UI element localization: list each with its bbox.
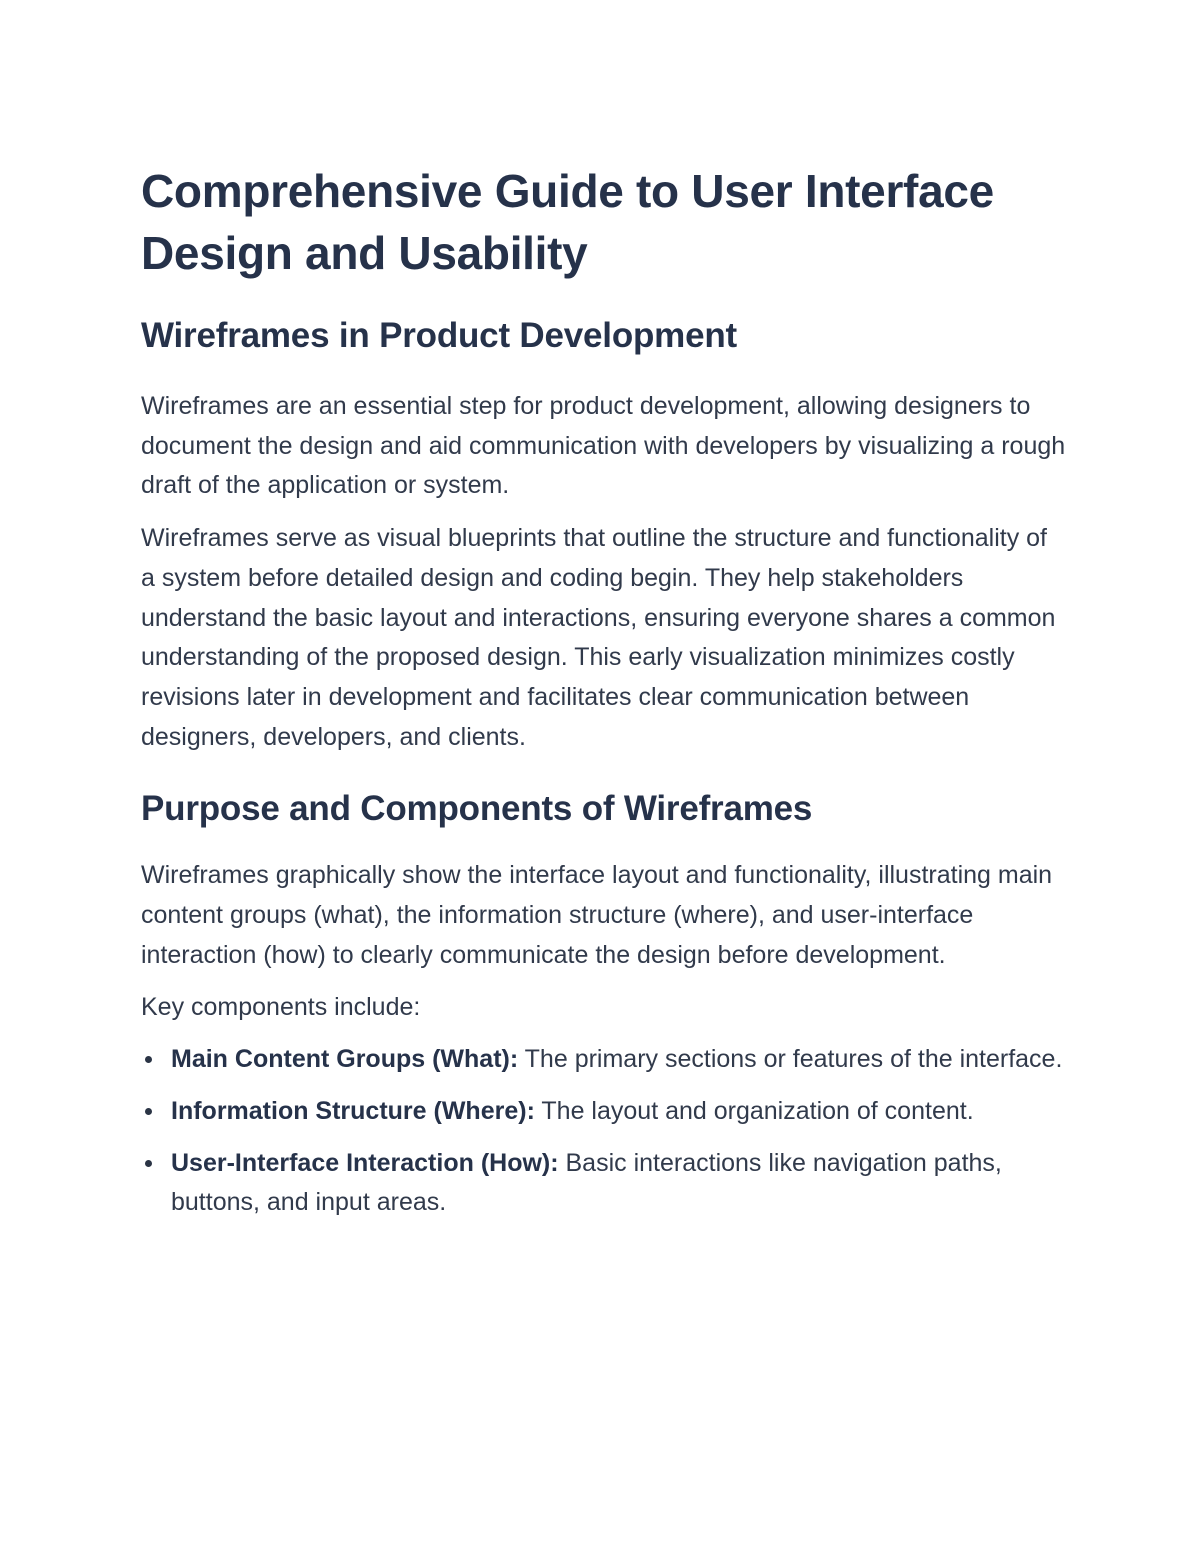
paragraph: Wireframes serve as visual blueprints that outline the structure and functionality of a system before detailed design and coding begin. They help stakeholders understand the basic layout and interactions, ensuring everyone shares a common understanding of the proposed design. This early visualization minimizes costly revisions later in development and facilitates clear communication between designers, developers, and clients. bbox=[141, 524, 1056, 751]
section-heading-purpose-and-components: Purpose and Components of Wireframes bbox=[141, 789, 813, 829]
list-item bbox=[141, 1040, 1066, 1080]
list-item-text: Basic interactions like navigation paths, buttons, and input areas. bbox=[171, 1148, 1002, 1217]
list-item bbox=[141, 1144, 1066, 1223]
paragraph: Key components include: bbox=[141, 993, 421, 1022]
key-components-list bbox=[141, 1040, 1066, 1223]
paragraph: Wireframes are an essential step for product development, allowing designers to document the design and aid communication with developers by visualizing a rough draft of the application or system. bbox=[141, 392, 1066, 500]
bullet-icon bbox=[145, 1108, 152, 1115]
section-heading-wireframes-in-product-development: Wireframes in Product Development bbox=[141, 316, 738, 355]
list-item bbox=[141, 1092, 1066, 1132]
bullet-icon bbox=[145, 1056, 152, 1063]
bullet-icon bbox=[145, 1160, 152, 1167]
list-item-text: The primary sections or features of the interface. bbox=[518, 1045, 1063, 1074]
document-title: Comprehensive Guide to User Interface Design and Usability bbox=[141, 165, 994, 279]
list-item-text: The layout and organization of content. bbox=[534, 1096, 974, 1125]
list-item-term: User-Interface Interaction (How): bbox=[171, 1148, 559, 1177]
list-item-term: Information Structure (Where): bbox=[171, 1096, 535, 1125]
document-page bbox=[141, 160, 1066, 1235]
paragraph: Wireframes graphically show the interface layout and functionality, illustrating main content groups (what), the information structure (where), and user-interface interaction (how) to clearly communicate the design before development. bbox=[141, 861, 1053, 969]
list-item-term: Main Content Groups (What): bbox=[171, 1045, 519, 1074]
